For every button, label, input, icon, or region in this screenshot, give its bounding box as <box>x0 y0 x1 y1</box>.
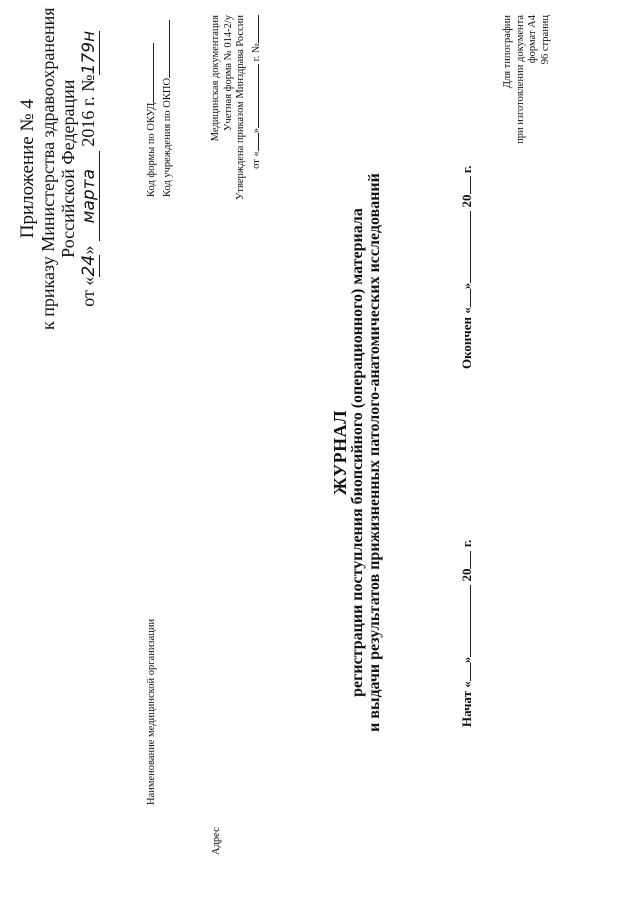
appendix-order-line: к приказу Министерства здравоохранения <box>38 7 58 330</box>
appendix-title: Приложение № 4 <box>17 99 38 239</box>
appendix-date-mid: » <box>78 245 98 255</box>
form-meta-form: Учетная форма № 014-2/у <box>222 15 234 132</box>
org-name-label: Наименование медицинской организации <box>146 618 157 805</box>
okpo-line <box>159 20 175 197</box>
appendix-month-handwritten: марта <box>79 151 100 241</box>
appendix-date-prefix: от « <box>78 276 98 307</box>
appendix-year-number: 2016 г. № <box>78 74 98 147</box>
okpo-label: Код учреждения по ОКПО <box>161 77 173 197</box>
print-note-2: при изготовлении документа <box>514 15 526 144</box>
form-meta-date-line: от «» г. № <box>248 15 264 215</box>
start-date-label: Начат « <box>459 681 474 727</box>
journal-title-block <box>332 150 383 755</box>
org-address-label: Адрес <box>211 827 222 855</box>
okud-label: Код формы по ОКУД <box>146 102 157 197</box>
end-date-label: Окончен « <box>459 307 474 369</box>
form-meta-approved: Утверждена приказом Минздрава России <box>235 15 246 201</box>
codes-block <box>143 20 174 197</box>
print-note-1: Для типографии <box>502 15 513 89</box>
start-date-line: Начат «» 20 г. <box>459 539 474 727</box>
okud-line <box>143 20 159 197</box>
appendix-day-handwritten: 24 <box>79 254 99 277</box>
form-meta-block <box>210 15 263 215</box>
end-date-line: Окончен «» 20 г. <box>459 165 474 369</box>
appendix-block <box>18 7 100 330</box>
print-note-block <box>502 15 552 175</box>
journal-subtitle-1: регистрации поступления биопсийного (операционного) материала <box>349 208 366 697</box>
appendix-federation-line: Российской Федерации <box>58 79 78 258</box>
appendix-date-line <box>78 7 100 330</box>
form-meta-doc: Медицинская документация <box>210 15 221 142</box>
journal-subtitle-2: и выдачи результатов прижизненных патолого-анатомических исследований <box>366 173 383 732</box>
journal-title: ЖУРНАЛ <box>330 409 350 496</box>
appendix-order-number-handwritten: 179н <box>79 30 99 75</box>
print-note-3: формат А4 <box>527 15 538 64</box>
print-note-4: 96 страниц <box>539 15 551 65</box>
